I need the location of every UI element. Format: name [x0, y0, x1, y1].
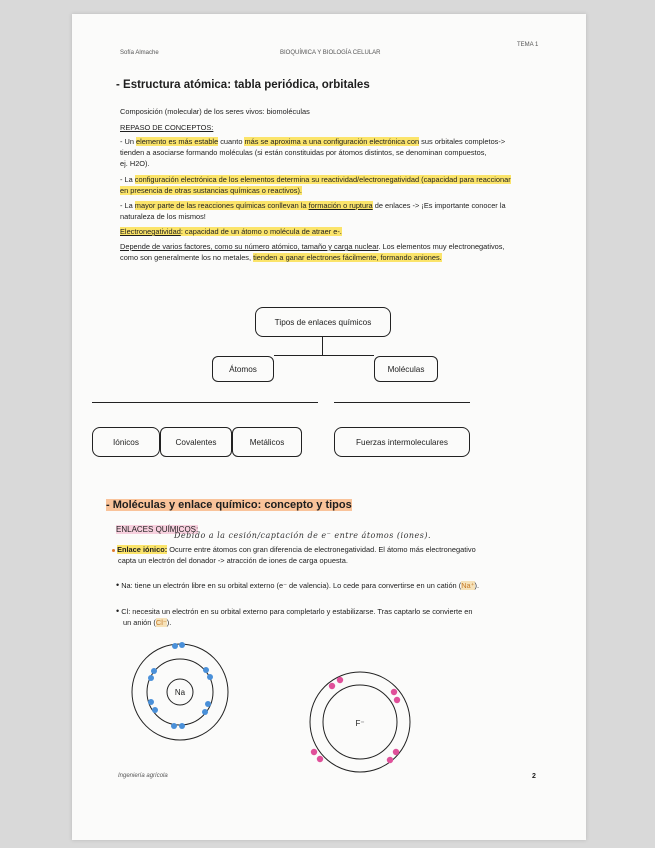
- page-number: 2: [532, 773, 536, 780]
- header-topic: TEMA 1: [517, 42, 539, 48]
- bullet-icon: •: [116, 580, 120, 590]
- header-subject: BIOQUÍMICA Y BIOLOGÍA CELULAR: [280, 50, 381, 56]
- title-dash: -: [116, 79, 124, 91]
- paragraph-4: Electronegatividad: capacidad de un átomo o molécula de atraer e-.: [120, 227, 342, 236]
- diagram-covalent-box: Covalentes: [160, 427, 232, 457]
- bullet-icon: [112, 549, 115, 552]
- diagram-molecules-box: Moléculas: [374, 356, 438, 382]
- sodium-atom-diagram: [124, 640, 236, 744]
- atom-label-f: F⁻: [355, 719, 365, 728]
- review-heading: REPASO DE CONCEPTOS:: [120, 123, 214, 132]
- header-author: Sofía Almache: [120, 50, 159, 56]
- connector-root: [322, 337, 323, 355]
- divider-left: [92, 402, 318, 403]
- cl-bullet: • Cl: necesita un electrón en su orbital externo para completarlo y estabilizarse. Tras captarlo se convierte en un anión (Cl⁻).: [116, 606, 473, 627]
- document-page: [72, 14, 586, 840]
- na-bullet: • Na: tiene un electrón libre en su orbital externo (e⁻ de valencia). Lo cede para convertirse en un catión (Na⁺).: [116, 580, 480, 590]
- paragraph-1: - Un elemento es más estable cuanto más se aproxima a una configuración electrónica con sus orbitales completos-> tienden a asociarse formando moléculas (si están constituidas por átomos distintos, se denominan compuestos, ej. H2O).: [120, 137, 506, 168]
- diagram-ionic-box: Iónicos: [92, 427, 160, 457]
- bullet-icon: •: [116, 606, 120, 616]
- atom-label-na: Na: [174, 688, 186, 697]
- section-2-title-text: - Moléculas y enlace químico: concepto y tipos: [106, 499, 352, 511]
- paragraph-3: - La mayor parte de las reacciones químicas conllevan la formación o ruptura de enlaces -> ¡Es importante conocer la naturaleza de los mismos!: [120, 201, 506, 221]
- section-2-heading: ENLACES QUÍMICOS:: [116, 525, 199, 534]
- footer-label: Ingeniería agrícola: [118, 773, 168, 779]
- ionic-paragraph: Enlace iónico: Ocurre entre átomos con gran diferencia de electronegatividad. El átomo más electronegativo capta un electrón del donador -> atracción de iones de carga opuesta.: [112, 544, 562, 566]
- diagram-atoms-box: Átomos: [212, 356, 274, 382]
- subtitle: Composición (molecular) de los seres vivos: biomoléculas: [120, 107, 310, 116]
- connector-horizontal-right: [322, 355, 374, 356]
- paragraph-5: Depende de varios factores, como su número atómico, tamaño y carga nuclear. Los elementos muy electronegativos, como son generalmente los no metales, tienden a ganar electrones fácilmente, formando aniones.: [120, 242, 505, 262]
- diagram-metallic-box: Metálicos: [232, 427, 302, 457]
- diagram-root-box: Tipos de enlaces químicos: [255, 307, 391, 337]
- section-1-title-text: Estructura atómica: tabla periódica, orbitales: [123, 79, 370, 91]
- fluoride-ion-diagram: [304, 666, 416, 778]
- paragraph-2: - La configuración electrónica de los elementos determina su reactividad/electronegatividad (capacidad para reaccionar en presencia de otras sustancias químicas o reactivos).: [120, 175, 511, 195]
- diagram-intermolecular-box: Fuerzas intermoleculares: [334, 427, 470, 457]
- handwritten-note: Debido a la cesión/captación de e⁻ entre átomos (iones).: [174, 531, 432, 540]
- divider-right: [334, 402, 470, 403]
- section-1-title: [116, 79, 370, 91]
- section-2-title: [106, 499, 352, 511]
